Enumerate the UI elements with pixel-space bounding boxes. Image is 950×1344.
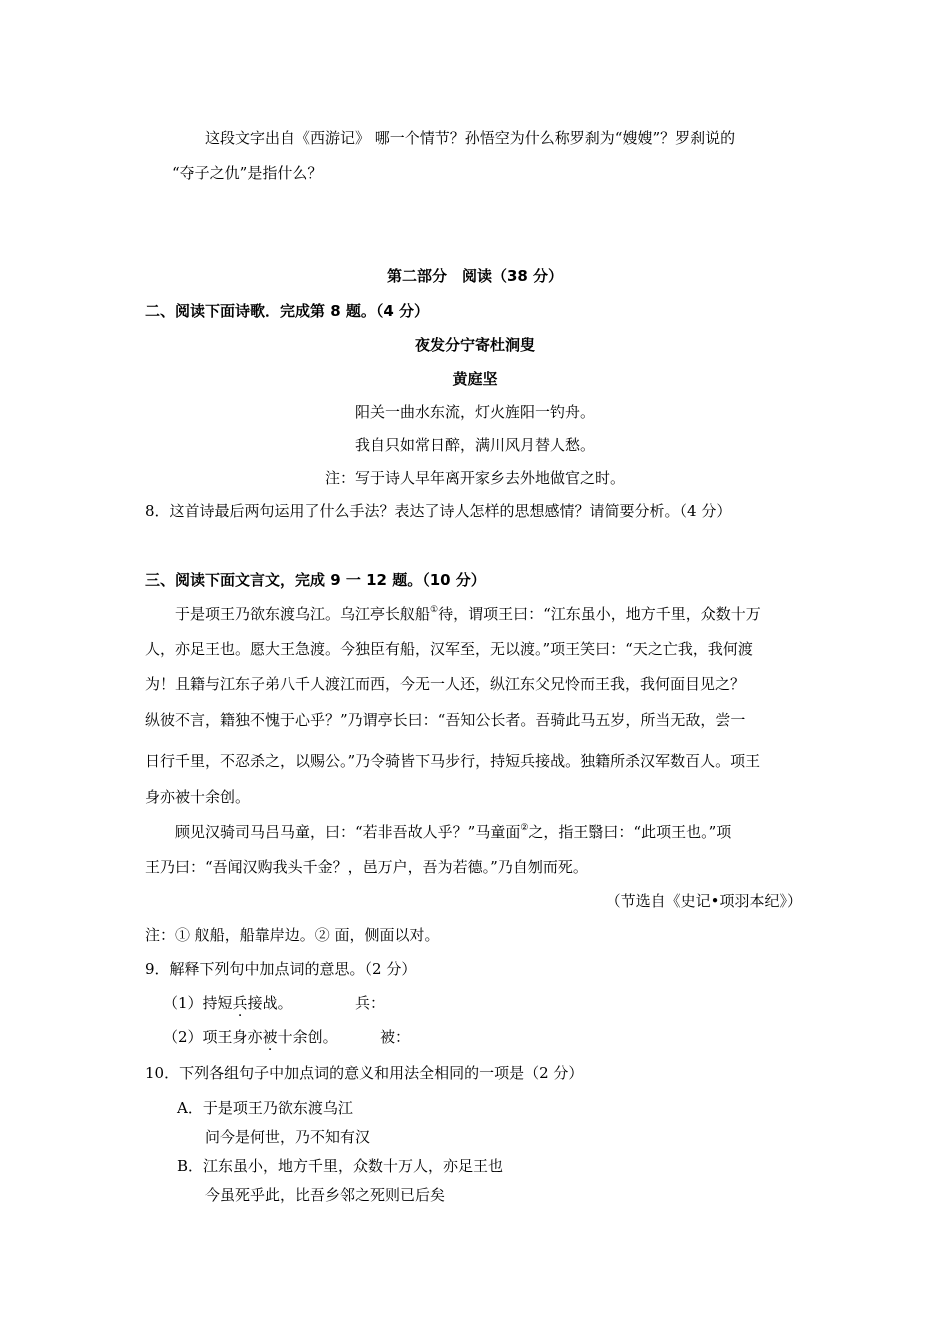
question-9-item-1: （1）持短兵接战。 xyxy=(163,994,293,1012)
question-9-stem: 9．解释下列句中加点词的意思。（2 分） xyxy=(145,960,417,978)
intro-line-1: 这段文字出自《西游记》 哪一个情节？孙悟空为什么称罗刹为“嫂嫂”？罗刹说的 xyxy=(205,129,736,147)
footnote-marker-1: ① xyxy=(430,605,439,615)
passage-notes: 注：① 舣船，船靠岸边。② 面，侧面以对。 xyxy=(145,926,440,944)
part-two-title: 第二部分 阅读（38 分） xyxy=(386,267,564,285)
option-a-line-2: 问今是何世，乃不知有汉 xyxy=(205,1128,371,1146)
question-9-item-2: （2）项王身亦被十余创。 xyxy=(163,1028,338,1046)
poem-line-2: 我自只如常日醉，满川风月替人愁。 xyxy=(354,436,595,454)
dotted-word: 兵 xyxy=(232,994,248,1012)
option-b-line-1: B．江东虽小，地方千里，众数十万人，亦足王也 xyxy=(177,1157,504,1175)
passage-p1-line-1: 于是项王乃欲东渡乌江。乌江亭长舣船①待，谓项王曰：“江东虽小，地方千里，众数十万 xyxy=(175,605,761,623)
option-b-line-2: 今虽死乎此，比吾乡邻之死则已后矣 xyxy=(205,1186,446,1204)
poem-note: 注：写于诗人早年离开家乡去外地做官之时。 xyxy=(324,469,625,487)
question-9-answer-1-label: 兵： xyxy=(355,994,386,1012)
poem-author: 黄庭坚 xyxy=(452,370,498,388)
section-3-heading: 三、阅读下面文言文，完成 9 一 12 题。（10 分） xyxy=(145,571,486,589)
option-a-line-1: A．于是项王乃欲东渡乌江 xyxy=(177,1099,353,1117)
section-2-heading: 二、阅读下面诗歌．完成第 8 题。（4 分） xyxy=(145,302,430,320)
passage-p1-line-5: 日行千里，不忍杀之，以赐公。”乃令骑皆下马步行，持短兵接战。独籍所杀汉军数百人。项王 xyxy=(145,752,761,770)
poem-line-1: 阳关一曲水东流，灯火旌阳一钓舟。 xyxy=(354,403,595,421)
passage-p1-line-4: 纵彼不言，籍独不愧于心乎？”乃谓亭长曰：“吾知公长者。吾骑此马五岁，所当无敌，尝一 xyxy=(145,711,746,729)
poem-title: 夜发分宁寄杜涧叟 xyxy=(414,336,535,354)
passage-p2-line-1: 顾见汉骑司马吕马童，曰：“若非吾故人乎？”马童面②之，指王翳曰：“此项王也。”项 xyxy=(175,823,732,841)
passage-p2-line-2: 王乃曰：“吾闻汉购我头千金？，邑万户，吾为若德。”乃自刎而死。 xyxy=(145,858,588,876)
passage-p1-line-3: 为！且籍与江东子弟八千人渡江而西，今无一人还，纵江东父兄怜而王我，我何面目见之？ xyxy=(145,675,746,693)
passage-p1-line-6: 身亦被十余创。 xyxy=(145,788,251,806)
footnote-marker-2: ② xyxy=(520,823,529,833)
question-9-answer-2-label: 被： xyxy=(380,1028,411,1046)
dotted-word: 被 xyxy=(262,1028,278,1046)
question-8: 8．这首诗最后两句运用了什么手法？表达了诗人怎样的思想感情？请简要分析。（4 分） xyxy=(145,502,732,520)
passage-p1-line-2: 人，亦足王也。愿大王急渡。今独臣有船，汉军至，无以渡。”项王笑曰：“天之亡我，我何渡 xyxy=(145,640,753,658)
passage-source: （节选自《史记•项羽本纪》） xyxy=(605,892,802,910)
question-10-stem: 10．下列各组句子中加点词的意义和用法全相同的一项是（2 分） xyxy=(145,1064,584,1082)
intro-line-2: “夺子之仇”是指什么？ xyxy=(172,164,323,182)
